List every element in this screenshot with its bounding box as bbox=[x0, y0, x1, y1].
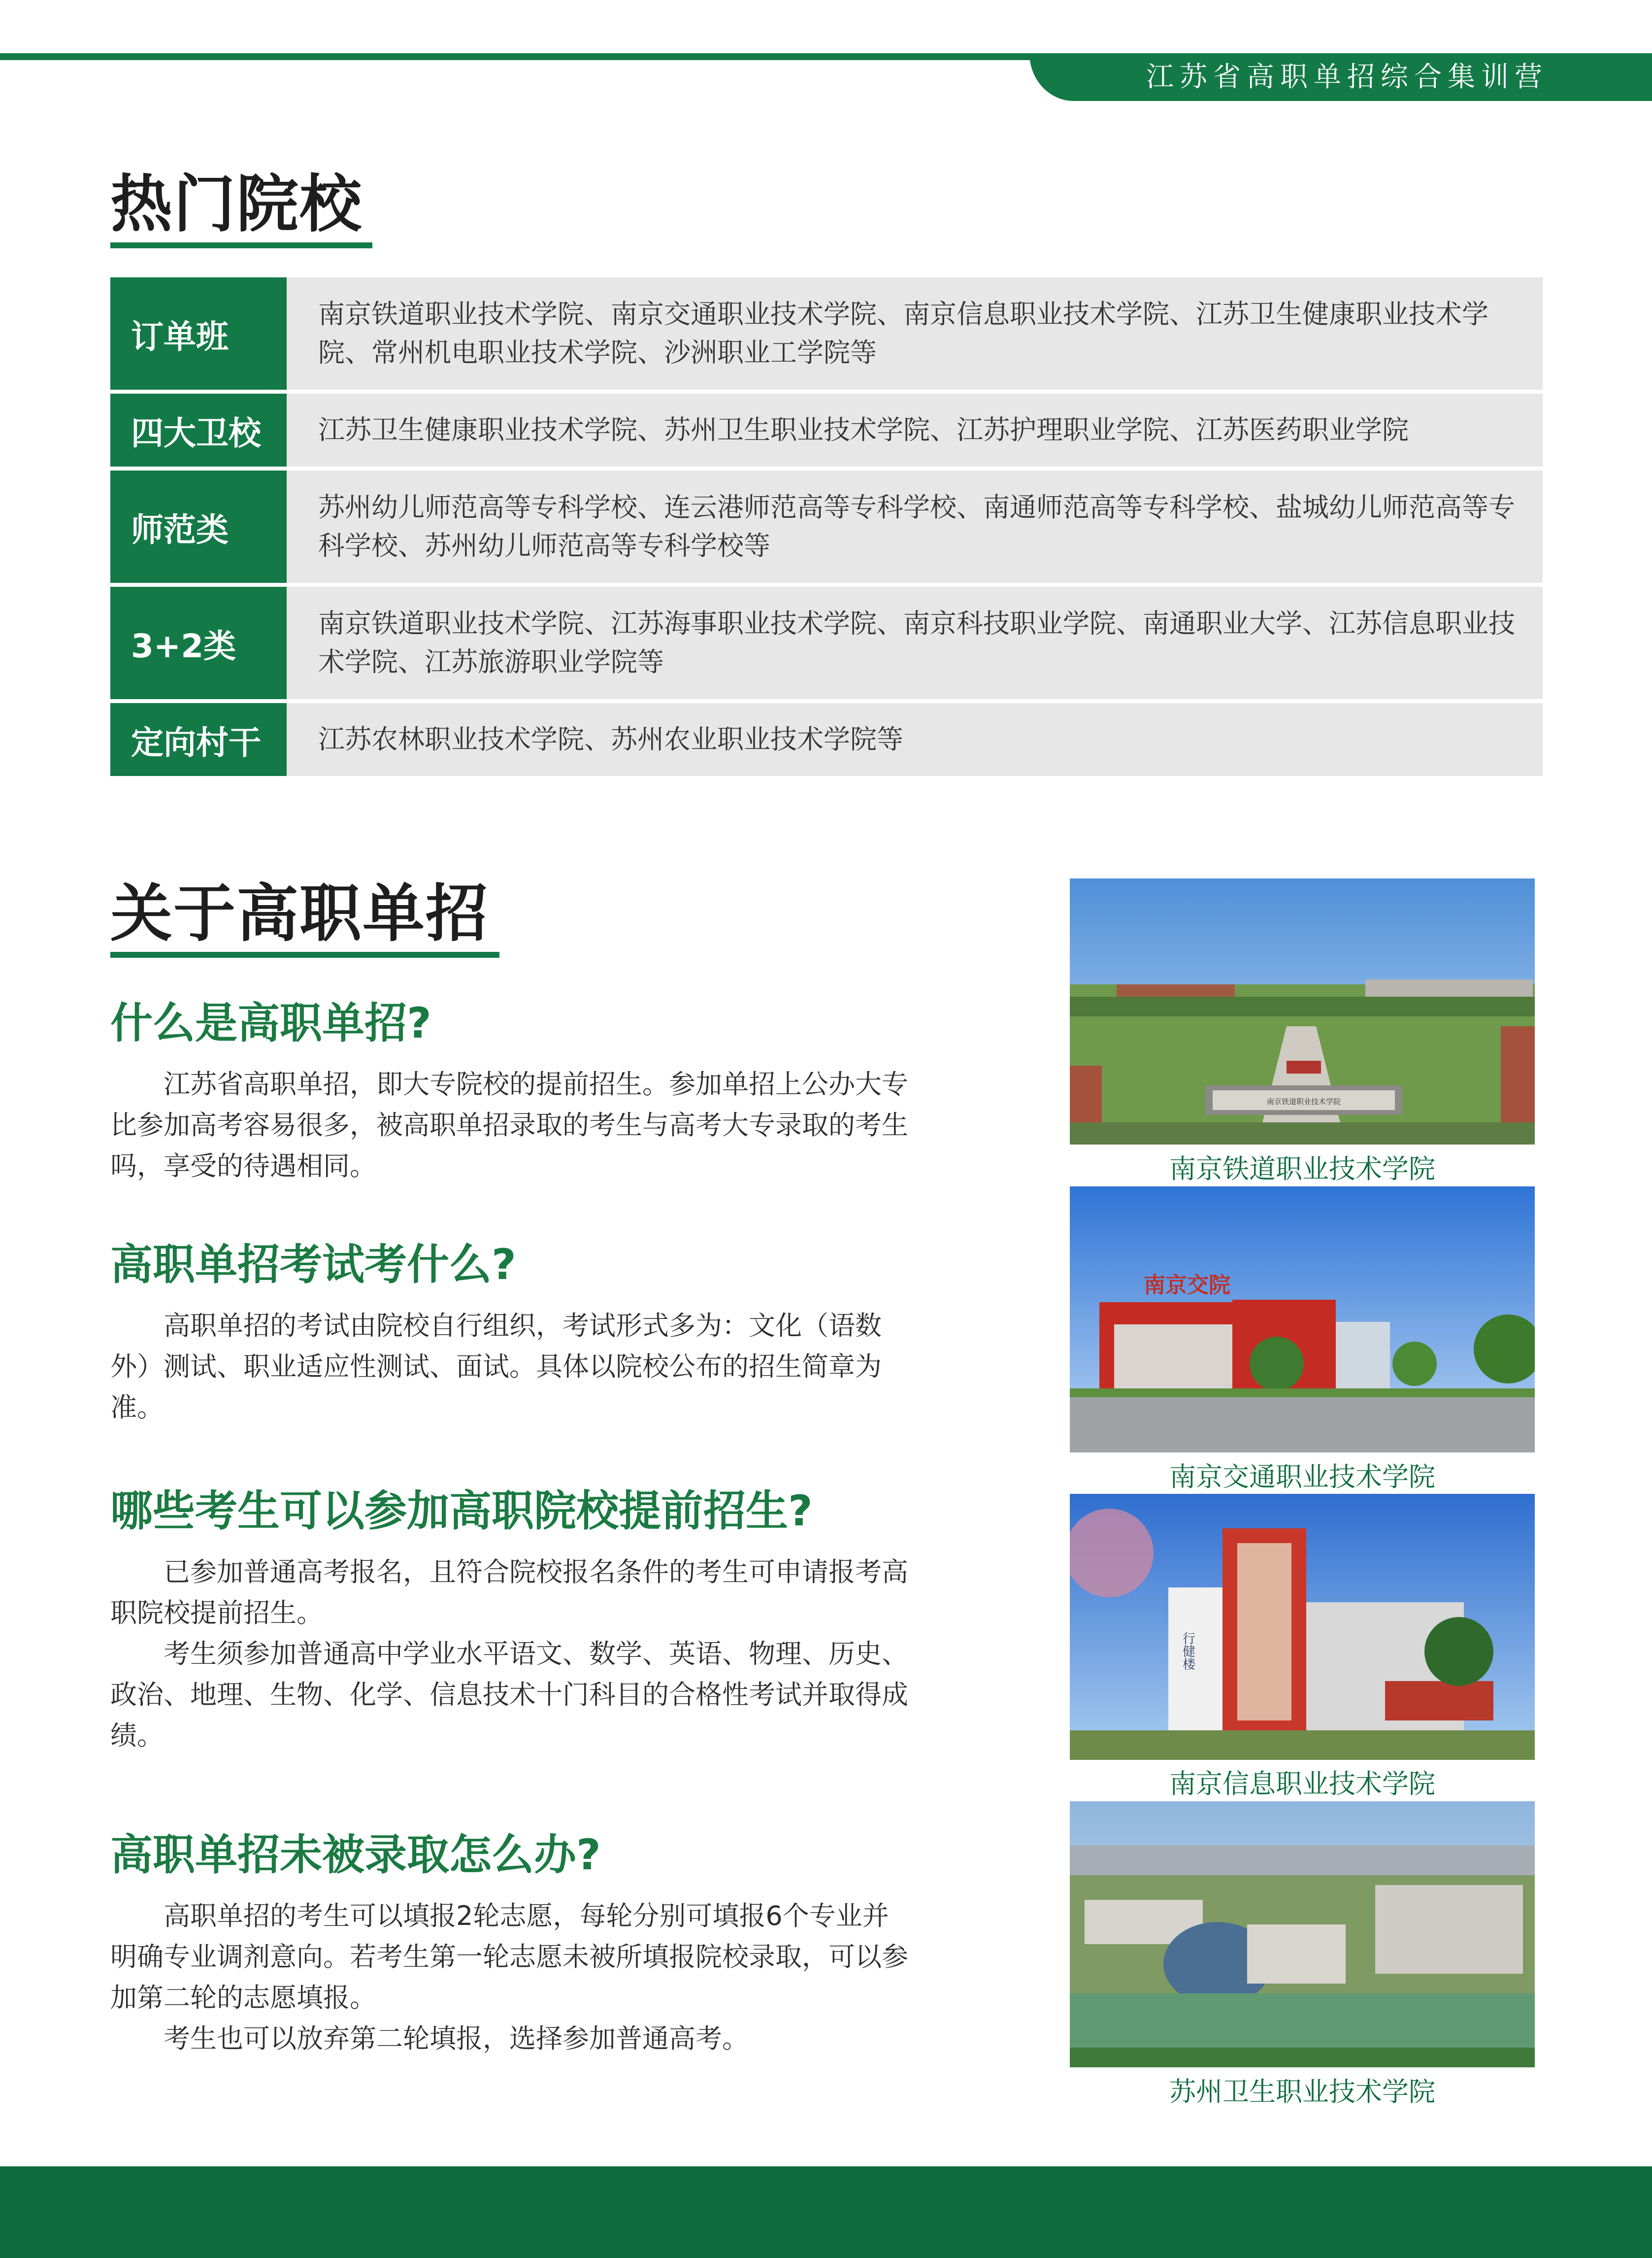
row-label: 四大卫校 bbox=[110, 394, 287, 467]
answer-paragraph: 已参加普通高考报名，且符合院校报名条件的考生可申请报考高职院校提前招生。 bbox=[110, 1556, 908, 1628]
table-row bbox=[110, 277, 1543, 390]
row-label: 师范类 bbox=[110, 471, 287, 583]
campus-photo-information-image bbox=[1070, 1494, 1535, 1760]
question-title: 高职单招考试考什么? bbox=[110, 1240, 516, 1289]
building-sign: 行健楼 bbox=[1181, 1632, 1195, 1670]
photo-caption: 南京交通职业技术学院 bbox=[1169, 1461, 1435, 1492]
table-row bbox=[110, 394, 1543, 467]
table-row bbox=[110, 703, 1543, 776]
answer-text bbox=[110, 1305, 908, 1428]
header-banner-text: 江苏省高职单招综合集训营 bbox=[1146, 61, 1548, 93]
heading-underline bbox=[110, 242, 372, 248]
row-text: 南京铁道职业技术学院、江苏海事职业技术学院、南京科技职业学院、南通职业大学、江苏信息职业技术学院、江苏旅游职业学院等 bbox=[287, 587, 1543, 699]
answer-paragraph: 考生须参加普通高中学业水平语文、数学、英语、物理、历史、政治、地理、生物、化学、信息技术十门科目的合格性考试并取得成绩。 bbox=[110, 1638, 908, 1751]
campus-photo-health-image bbox=[1070, 1801, 1535, 2067]
question-title: 高职单招未被录取怎么办? bbox=[110, 1830, 601, 1880]
footer-band bbox=[0, 2166, 1652, 2258]
answer-paragraph: 高职单招的考生可以填报2轮志愿，每轮分别可填报6个专业并明确专业调剂意向。若考生第一轮志愿未被所填报院校录取，可以参加第二轮的志愿填报。 bbox=[110, 1900, 908, 2013]
photo-caption: 南京铁道职业技术学院 bbox=[1169, 1153, 1435, 1184]
row-text: 南京铁道职业技术学院、南京交通职业技术学院、南京信息职业技术学院、江苏卫生健康职业技术学院、常州机电职业技术学院、沙洲职业工学院等 bbox=[287, 277, 1543, 390]
answer-paragraph: 考生也可以放弃第二轮填报，选择参加普通高考。 bbox=[164, 2022, 749, 2054]
qa-block bbox=[110, 1488, 908, 1756]
campus-photo-traffic-image bbox=[1070, 1186, 1535, 1452]
photo-caption: 南京信息职业技术学院 bbox=[1169, 1768, 1435, 1799]
gate-text: 南京铁道职业技术学院 bbox=[1266, 1098, 1341, 1106]
row-text: 江苏农林职业技术学院、苏州农业职业技术学院等 bbox=[287, 703, 1543, 776]
campus-photo-health bbox=[1070, 1801, 1535, 2067]
heading-underline bbox=[110, 952, 499, 958]
table-row bbox=[110, 587, 1543, 699]
campus-photo-railway bbox=[1070, 878, 1535, 1145]
section-about-title: 关于高职单招 bbox=[110, 877, 489, 950]
row-label: 订单班 bbox=[110, 277, 287, 390]
answer-paragraph: 江苏省高职单招，即大专院校的提前招生。参加单招上公办大专比参加高考容易很多，被高职单招录取的考生与高考大专录取的考生吗，享受的待遇相同。 bbox=[110, 1068, 908, 1181]
campus-photo-traffic bbox=[1070, 1186, 1535, 1452]
question-title: 什么是高职单招? bbox=[110, 999, 431, 1048]
section-hot-schools-title: 热门院校 bbox=[110, 168, 363, 240]
answer-text bbox=[110, 1895, 908, 2059]
row-text: 江苏卫生健康职业技术学院、苏州卫生职业技术学院、江苏护理职业学院、江苏医药职业学院 bbox=[287, 394, 1543, 467]
answer-text bbox=[110, 1064, 908, 1186]
qa-block bbox=[110, 1000, 908, 1186]
section-about-heading bbox=[110, 877, 499, 958]
row-label: 3+2类 bbox=[110, 587, 287, 699]
row-label: 定向村干 bbox=[110, 703, 287, 776]
building-sign: 南京交院 bbox=[1144, 1273, 1230, 1297]
campus-photo-information bbox=[1070, 1494, 1535, 1760]
answer-paragraph: 高职单招的考试由院校自行组织，考试形式多为：文化（语数外）测试、职业适应性测试、面试。具体以院校公布的招生简章为准。 bbox=[110, 1310, 882, 1423]
section-hot-schools-heading bbox=[110, 168, 372, 248]
qa-block bbox=[110, 1242, 908, 1428]
question-title: 哪些考生可以参加高职院校提前招生? bbox=[110, 1486, 813, 1536]
answer-text bbox=[110, 1551, 908, 1756]
table-row bbox=[110, 471, 1543, 583]
schools-table bbox=[110, 277, 1543, 780]
qa-block bbox=[110, 1832, 908, 2059]
row-text: 苏州幼儿师范高等专科学校、连云港师范高等专科学校、南通师范高等专科学校、盐城幼儿师范高等专科学校、苏州幼儿师范高等专科学校等 bbox=[287, 471, 1543, 583]
campus-photo-railway-image bbox=[1070, 878, 1535, 1145]
photo-caption: 苏州卫生职业技术学院 bbox=[1169, 2076, 1435, 2107]
